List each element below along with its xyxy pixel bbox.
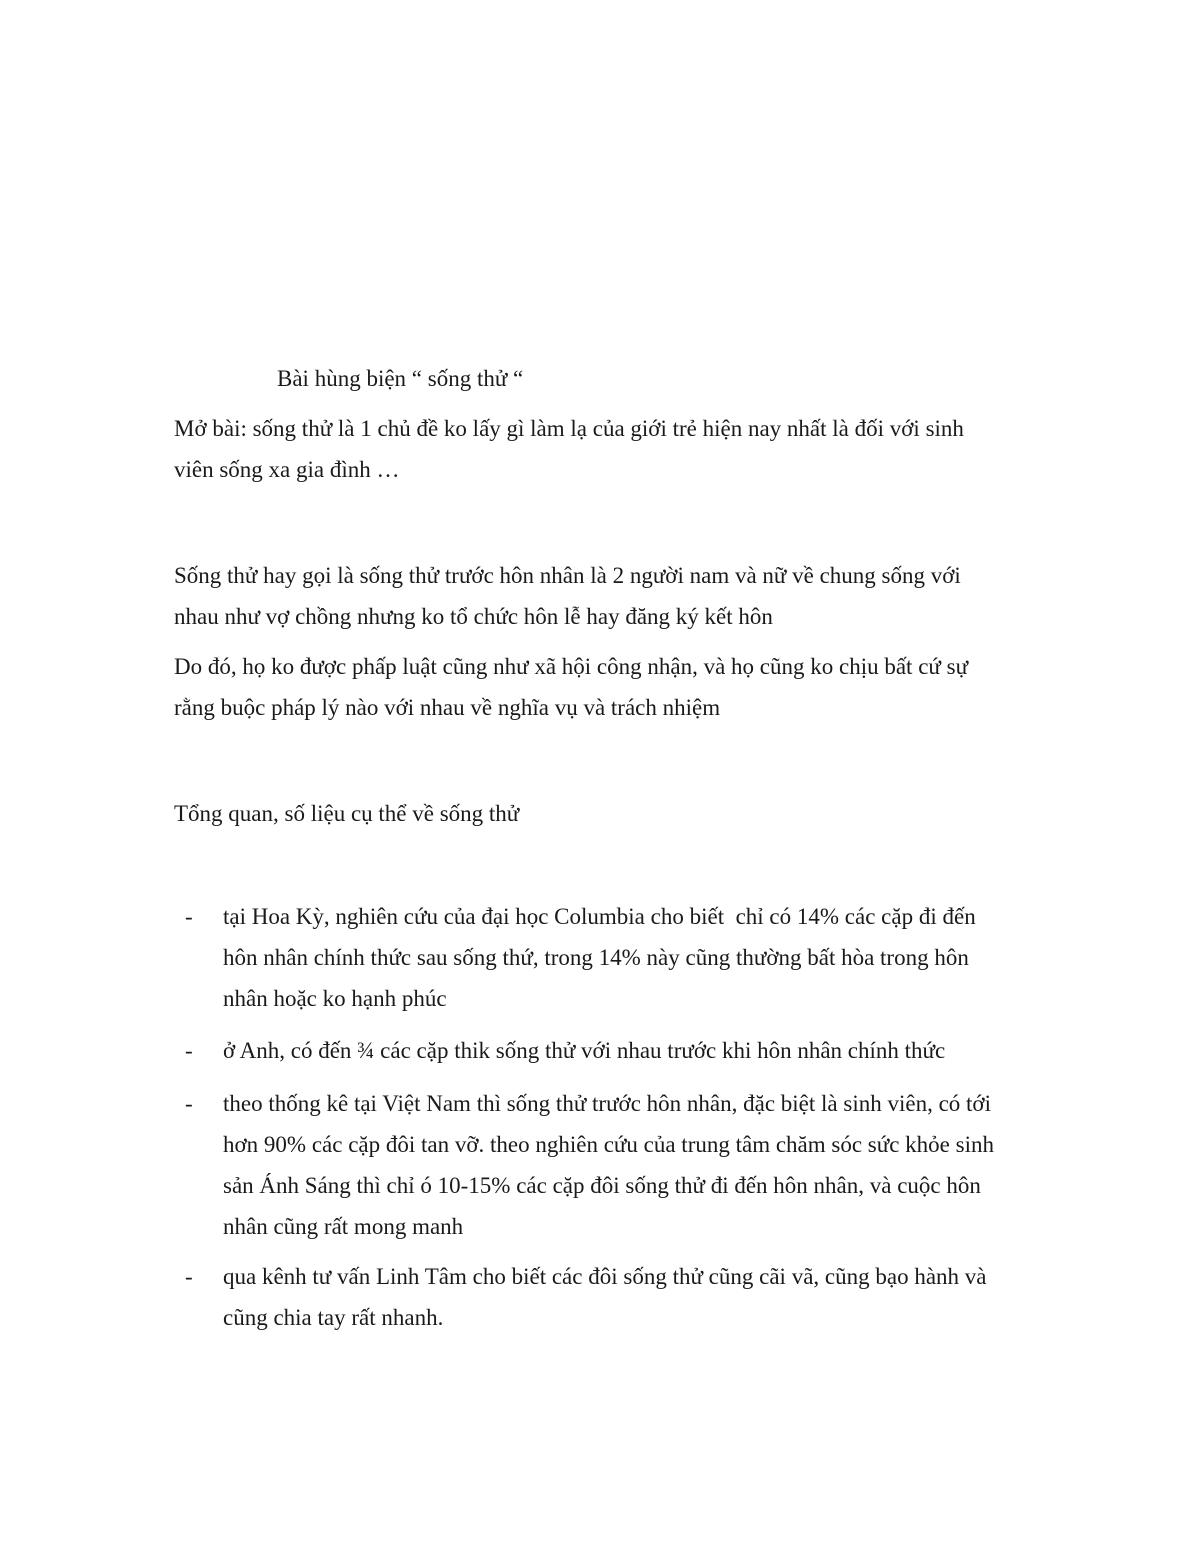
document-title: Bài hùng biện “ sống thử “	[277, 366, 524, 391]
bullet-dash: -	[185, 1091, 193, 1116]
intro-paragraph: Mở bài: sống thử là 1 chủ đề ko lấy gì làm lạ của giới trẻ hiện nay nhất là đối với sinh viên sống xa gia đình …	[174, 416, 964, 482]
legal-status-paragraph: Do đó, họ ko được phấp luật cũng như xã hội công nhận, và họ cũng ko chịu bất cứ sự rằng buộc pháp lý nào với nhau về nghĩa vụ và trách nhiệm	[174, 654, 969, 720]
definition-paragraph: Sống thử hay gọi là sống thử trước hôn nhân là 2 người nam và nữ về chung sống với nhau như vợ chồng nhưng ko tổ chức hôn lễ hay đăng ký kết hôn	[174, 563, 961, 629]
bullet-dash: -	[185, 1038, 193, 1063]
overview-heading: Tổng quan, số liệu cụ thể về sống thử	[174, 801, 520, 826]
bullet-dash: -	[185, 904, 193, 929]
bullet-dash: -	[185, 1264, 193, 1289]
list-item-text: qua kênh tư vấn Linh Tâm cho biết các đôi sống thử cũng cãi vã, cũng bạo hành và cũng chia tay rất nhanh.	[223, 1264, 987, 1330]
list-item-text: theo thống kê tại Việt Nam thì sống thử trước hôn nhân, đặc biệt là sinh viên, có tới hơn 90% các cặp đôi tan vỡ. theo nghiên cứu của trung tâm chăm sóc sức khỏe sinh sản Ánh Sáng thì chỉ ó 10-15% các cặp đôi sống thử đi đến hôn nhân, và cuộc hôn nhân cũng rất mong manh	[223, 1091, 994, 1239]
list-item-text: ở Anh, có đến ¾ các cặp thik sống thử với nhau trước khi hôn nhân chính thức	[223, 1038, 946, 1063]
list-item-text: tại Hoa Kỳ, nghiên cứu của đại học Columbia cho biết chỉ có 14% các cặp đi đến hôn nhân chính thức sau sống thứ, trong 14% này cũng thường bất hòa trong hôn nhân hoặc ko hạnh phúc	[223, 904, 976, 1011]
